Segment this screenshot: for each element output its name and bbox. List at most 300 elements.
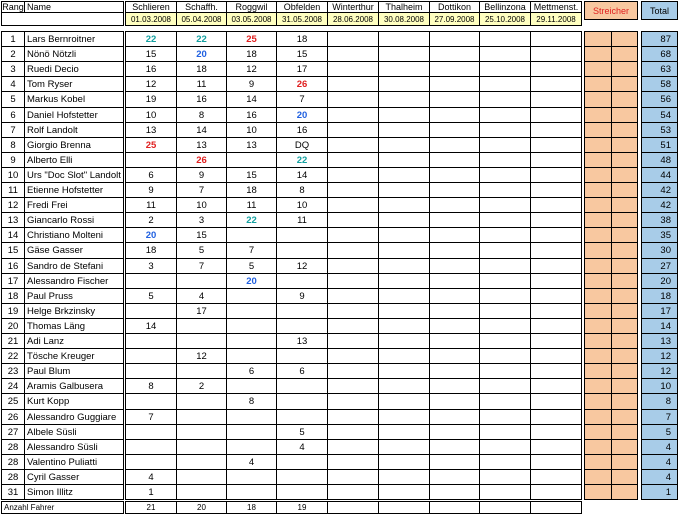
rank-cell: 20 bbox=[1, 318, 25, 334]
race-score bbox=[378, 303, 430, 319]
streicher-cell-1 bbox=[584, 273, 612, 289]
race-score: 16 bbox=[125, 61, 177, 77]
racer-name: Markus Kobel bbox=[24, 91, 124, 108]
race-score bbox=[530, 31, 582, 47]
race-score bbox=[276, 409, 328, 425]
streicher-cell-1 bbox=[584, 61, 612, 77]
race-score: 15 bbox=[176, 227, 227, 243]
race-score: 22 bbox=[176, 31, 227, 47]
streicher-cell-1 bbox=[584, 348, 612, 364]
race-score bbox=[176, 363, 227, 379]
race-score bbox=[479, 227, 531, 243]
race-date: 29.11.2008 bbox=[530, 12, 582, 26]
race-name: Winterthur bbox=[327, 1, 379, 13]
race-score bbox=[530, 61, 582, 77]
streicher-cell-2 bbox=[611, 363, 638, 379]
race-score bbox=[327, 152, 379, 168]
racer-name: Fredi Frei bbox=[24, 197, 124, 213]
race-score: 18 bbox=[226, 182, 277, 198]
footer-count: 19 bbox=[276, 501, 328, 514]
race-score: 26 bbox=[176, 152, 227, 168]
rank-cell: 5 bbox=[1, 91, 25, 108]
race-date: 28.06.2008 bbox=[327, 12, 379, 26]
total-cell: 68 bbox=[641, 46, 678, 62]
race-score bbox=[125, 303, 177, 319]
race-score bbox=[530, 152, 582, 168]
total-cell: 12 bbox=[641, 348, 678, 364]
race-score bbox=[378, 258, 430, 274]
race-score: 7 bbox=[276, 91, 328, 108]
race-score bbox=[378, 378, 430, 394]
race-score bbox=[125, 363, 177, 379]
race-score bbox=[378, 182, 430, 198]
race-score bbox=[378, 152, 430, 168]
streicher-cell-1 bbox=[584, 439, 612, 455]
race-score bbox=[327, 122, 379, 138]
race-score: 3 bbox=[125, 258, 177, 274]
race-score: 15 bbox=[125, 46, 177, 62]
race-score bbox=[429, 61, 480, 77]
streicher-cell-1 bbox=[584, 363, 612, 379]
race-score bbox=[125, 393, 177, 410]
rank-cell: 16 bbox=[1, 258, 25, 274]
race-score bbox=[176, 454, 227, 470]
race-score bbox=[429, 31, 480, 47]
race-score: 11 bbox=[176, 76, 227, 92]
race-score bbox=[327, 212, 379, 228]
race-score: 18 bbox=[176, 61, 227, 77]
race-score bbox=[429, 333, 480, 349]
race-score bbox=[530, 122, 582, 138]
race-score bbox=[479, 212, 531, 228]
total-cell: 35 bbox=[641, 227, 678, 243]
race-score bbox=[176, 424, 227, 440]
race-date: 30.08.2008 bbox=[378, 12, 430, 26]
race-score bbox=[479, 197, 531, 213]
streicher-cell-2 bbox=[611, 318, 638, 334]
race-score: 9 bbox=[226, 76, 277, 92]
race-score bbox=[378, 107, 430, 123]
total-cell: 87 bbox=[641, 31, 678, 47]
race-score bbox=[327, 348, 379, 364]
race-score: 7 bbox=[125, 409, 177, 425]
race-score: 12 bbox=[276, 258, 328, 274]
total-cell: 42 bbox=[641, 182, 678, 198]
race-score bbox=[276, 348, 328, 364]
race-date: 01.03.2008 bbox=[125, 12, 177, 26]
race-score bbox=[378, 46, 430, 62]
total-cell: 51 bbox=[641, 137, 678, 153]
race-score bbox=[530, 91, 582, 108]
streicher-cell-2 bbox=[611, 46, 638, 62]
racer-name: Alessandro Fischer bbox=[24, 273, 124, 289]
rank-cell: 21 bbox=[1, 333, 25, 349]
race-score: 9 bbox=[125, 182, 177, 198]
race-score: 14 bbox=[125, 318, 177, 334]
streicher-cell-2 bbox=[611, 273, 638, 289]
race-score bbox=[226, 318, 277, 334]
race-score: 16 bbox=[176, 91, 227, 108]
race-score bbox=[276, 454, 328, 470]
race-score: 26 bbox=[276, 76, 328, 92]
total-cell: 4 bbox=[641, 454, 678, 470]
race-score bbox=[479, 76, 531, 92]
race-score bbox=[378, 122, 430, 138]
race-score bbox=[276, 273, 328, 289]
race-score: 2 bbox=[125, 212, 177, 228]
footer-count bbox=[429, 501, 480, 514]
race-score bbox=[176, 484, 227, 500]
race-score bbox=[327, 137, 379, 153]
race-score: 5 bbox=[125, 288, 177, 304]
race-score: 8 bbox=[276, 182, 328, 198]
race-score: 22 bbox=[125, 31, 177, 47]
race-score: 9 bbox=[276, 288, 328, 304]
race-score bbox=[479, 333, 531, 349]
race-score: 20 bbox=[276, 107, 328, 123]
race-score bbox=[276, 378, 328, 394]
race-score bbox=[276, 318, 328, 334]
racer-name: Etienne Hofstetter bbox=[24, 182, 124, 198]
race-score: 13 bbox=[125, 122, 177, 138]
race-score bbox=[327, 393, 379, 410]
race-score bbox=[226, 469, 277, 485]
race-score bbox=[176, 333, 227, 349]
footer-count: 20 bbox=[176, 501, 227, 514]
race-score bbox=[530, 409, 582, 425]
total-cell: 63 bbox=[641, 61, 678, 77]
rank-cell: 19 bbox=[1, 303, 25, 319]
race-score: 11 bbox=[226, 197, 277, 213]
race-score bbox=[327, 454, 379, 470]
streicher-cell-2 bbox=[611, 152, 638, 168]
racer-name: Aramis Galbusera bbox=[24, 378, 124, 394]
racer-name: Ruedi Decio bbox=[24, 61, 124, 77]
race-score bbox=[530, 484, 582, 500]
race-score bbox=[530, 303, 582, 319]
race-score bbox=[429, 318, 480, 334]
streicher-cell-2 bbox=[611, 197, 638, 213]
race-score: 13 bbox=[176, 137, 227, 153]
header-rang: Rang bbox=[2, 2, 24, 12]
race-score: 14 bbox=[226, 91, 277, 108]
race-score: 19 bbox=[125, 91, 177, 108]
streicher-cell-2 bbox=[611, 242, 638, 259]
rank-cell: 26 bbox=[1, 409, 25, 425]
race-score bbox=[530, 46, 582, 62]
race-score bbox=[226, 152, 277, 168]
race-score: 22 bbox=[276, 152, 328, 168]
total-cell: 8 bbox=[641, 393, 678, 410]
race-score bbox=[530, 227, 582, 243]
race-score bbox=[378, 61, 430, 77]
streicher-cell-1 bbox=[584, 137, 612, 153]
race-score bbox=[378, 424, 430, 440]
race-score bbox=[226, 424, 277, 440]
race-name: Schlieren bbox=[125, 1, 177, 13]
header-name: Name bbox=[24, 1, 124, 13]
racer-name: Christiano Molteni bbox=[24, 227, 124, 243]
race-score bbox=[378, 76, 430, 92]
racer-name: Rolf Landolt bbox=[24, 122, 124, 138]
race-score bbox=[479, 454, 531, 470]
race-score: 13 bbox=[276, 333, 328, 349]
race-score bbox=[429, 363, 480, 379]
race-score bbox=[176, 409, 227, 425]
rank-cell: 14 bbox=[1, 227, 25, 243]
rank-cell: 1 bbox=[1, 31, 25, 47]
race-score bbox=[530, 107, 582, 123]
race-date: 25.10.2008 bbox=[479, 12, 531, 26]
race-score bbox=[378, 409, 430, 425]
total-cell: 10 bbox=[641, 378, 678, 394]
race-score: 20 bbox=[125, 227, 177, 243]
racer-name: Giancarlo Rossi bbox=[24, 212, 124, 228]
race-score: 11 bbox=[276, 212, 328, 228]
race-score bbox=[479, 242, 531, 259]
race-score bbox=[479, 152, 531, 168]
race-score bbox=[276, 227, 328, 243]
race-score bbox=[530, 393, 582, 410]
streicher-cell-1 bbox=[584, 424, 612, 440]
race-score bbox=[327, 197, 379, 213]
streicher-cell-1 bbox=[584, 242, 612, 259]
race-name: Schaffh. bbox=[176, 1, 227, 13]
rank-cell: 23 bbox=[1, 363, 25, 379]
streicher-cell-2 bbox=[611, 91, 638, 108]
total-cell: 4 bbox=[641, 439, 678, 455]
total-cell: 30 bbox=[641, 242, 678, 259]
race-score: 3 bbox=[176, 212, 227, 228]
race-score bbox=[176, 318, 227, 334]
race-score bbox=[429, 303, 480, 319]
streicher-cell-1 bbox=[584, 378, 612, 394]
rank-cell: 9 bbox=[1, 152, 25, 168]
race-score: 15 bbox=[226, 167, 277, 183]
race-score bbox=[327, 288, 379, 304]
race-score bbox=[378, 273, 430, 289]
race-score bbox=[226, 439, 277, 455]
race-score bbox=[479, 348, 531, 364]
header-streicher: Streicher bbox=[584, 1, 638, 20]
race-score bbox=[327, 303, 379, 319]
streicher-cell-2 bbox=[611, 182, 638, 198]
race-date: 05.04.2008 bbox=[176, 12, 227, 26]
race-score bbox=[276, 469, 328, 485]
racer-name: Paul Blum bbox=[24, 363, 124, 379]
race-score: 6 bbox=[276, 363, 328, 379]
race-score bbox=[429, 409, 480, 425]
race-name: Mettmenst. bbox=[530, 1, 582, 13]
racer-name: Lars Bernroitner bbox=[24, 31, 124, 47]
race-score: 12 bbox=[226, 61, 277, 77]
race-score bbox=[530, 242, 582, 259]
race-score: 8 bbox=[226, 393, 277, 410]
racer-name: Gäse Gasser bbox=[24, 242, 124, 259]
race-score bbox=[327, 61, 379, 77]
header-blank bbox=[1, 12, 124, 26]
racer-name: Valentino Puliatti bbox=[24, 454, 124, 470]
racer-name: Alessandro Süsli bbox=[24, 439, 124, 455]
race-score bbox=[327, 484, 379, 500]
rank-cell: 17 bbox=[1, 273, 25, 289]
rank-cell: 12 bbox=[1, 197, 25, 213]
race-score bbox=[530, 273, 582, 289]
total-cell: 38 bbox=[641, 212, 678, 228]
racer-name: Urs "Doc Slot" Landolt bbox=[24, 167, 124, 183]
streicher-cell-1 bbox=[584, 167, 612, 183]
streicher-cell-1 bbox=[584, 333, 612, 349]
race-score bbox=[378, 348, 430, 364]
race-score bbox=[276, 484, 328, 500]
rank-cell: 28 bbox=[1, 469, 25, 485]
race-score bbox=[378, 439, 430, 455]
racer-name: Nönö Nötzli bbox=[24, 46, 124, 62]
streicher-cell-2 bbox=[611, 227, 638, 243]
race-score: 7 bbox=[176, 182, 227, 198]
streicher-cell-2 bbox=[611, 31, 638, 47]
race-score: 7 bbox=[176, 258, 227, 274]
race-score bbox=[429, 182, 480, 198]
racer-name: Tom Ryser bbox=[24, 76, 124, 92]
streicher-cell-2 bbox=[611, 107, 638, 123]
race-score bbox=[327, 107, 379, 123]
race-score: 10 bbox=[125, 107, 177, 123]
rank-cell: 28 bbox=[1, 454, 25, 470]
rank-cell: 15 bbox=[1, 242, 25, 259]
race-score bbox=[378, 212, 430, 228]
race-score bbox=[327, 439, 379, 455]
race-score bbox=[327, 242, 379, 259]
racer-name: Tösche Kreuger bbox=[24, 348, 124, 364]
streicher-cell-2 bbox=[611, 484, 638, 500]
race-score bbox=[327, 363, 379, 379]
race-score bbox=[429, 197, 480, 213]
racer-name: Alessandro Guggiare bbox=[24, 409, 124, 425]
rank-cell: 8 bbox=[1, 137, 25, 153]
race-score: 12 bbox=[125, 76, 177, 92]
total-cell: 14 bbox=[641, 318, 678, 334]
rank-cell: 31 bbox=[1, 484, 25, 500]
total-cell: 48 bbox=[641, 152, 678, 168]
race-score: 25 bbox=[226, 31, 277, 47]
total-cell: 44 bbox=[641, 167, 678, 183]
rank-cell: 24 bbox=[1, 378, 25, 394]
race-score bbox=[530, 258, 582, 274]
streicher-cell-1 bbox=[584, 227, 612, 243]
race-score bbox=[226, 333, 277, 349]
streicher-cell-2 bbox=[611, 61, 638, 77]
race-score bbox=[479, 363, 531, 379]
race-score bbox=[327, 378, 379, 394]
race-score: 7 bbox=[226, 242, 277, 259]
race-score: 10 bbox=[226, 122, 277, 138]
streicher-cell-1 bbox=[584, 469, 612, 485]
race-score bbox=[429, 258, 480, 274]
racer-name: Giorgio Brenna bbox=[24, 137, 124, 153]
total-cell: 17 bbox=[641, 303, 678, 319]
race-score bbox=[429, 439, 480, 455]
race-score bbox=[327, 46, 379, 62]
race-score bbox=[479, 288, 531, 304]
race-score bbox=[378, 484, 430, 500]
streicher-cell-1 bbox=[584, 258, 612, 274]
race-score bbox=[327, 258, 379, 274]
race-score bbox=[327, 76, 379, 92]
rank-cell: 18 bbox=[1, 288, 25, 304]
race-name: Obfelden bbox=[276, 1, 328, 13]
streicher-cell-2 bbox=[611, 348, 638, 364]
race-score: 18 bbox=[226, 46, 277, 62]
streicher-cell-2 bbox=[611, 454, 638, 470]
racer-name: Helge Brkzinsky bbox=[24, 303, 124, 319]
race-score bbox=[378, 318, 430, 334]
streicher-cell-2 bbox=[611, 469, 638, 485]
race-score: 13 bbox=[226, 137, 277, 153]
race-score bbox=[530, 288, 582, 304]
race-score bbox=[429, 288, 480, 304]
rank-cell: 3 bbox=[1, 61, 25, 77]
rank-cell: 6 bbox=[1, 107, 25, 123]
streicher-cell-2 bbox=[611, 378, 638, 394]
streicher-cell-2 bbox=[611, 122, 638, 138]
race-score bbox=[378, 197, 430, 213]
total-cell: 1 bbox=[641, 484, 678, 500]
race-score bbox=[530, 363, 582, 379]
rank-cell: 4 bbox=[1, 76, 25, 92]
race-score bbox=[479, 46, 531, 62]
race-score: 17 bbox=[276, 61, 328, 77]
race-score bbox=[378, 393, 430, 410]
race-score bbox=[530, 197, 582, 213]
total-cell: 13 bbox=[641, 333, 678, 349]
total-cell: 27 bbox=[641, 258, 678, 274]
race-score bbox=[429, 469, 480, 485]
streicher-cell-2 bbox=[611, 212, 638, 228]
race-score bbox=[378, 242, 430, 259]
race-score: 4 bbox=[125, 469, 177, 485]
race-score bbox=[125, 152, 177, 168]
race-score bbox=[327, 31, 379, 47]
race-score bbox=[479, 393, 531, 410]
race-score bbox=[125, 424, 177, 440]
race-score bbox=[327, 227, 379, 243]
rank-cell: 25 bbox=[1, 393, 25, 410]
race-score bbox=[429, 46, 480, 62]
race-score bbox=[276, 242, 328, 259]
streicher-cell-1 bbox=[584, 107, 612, 123]
race-score bbox=[530, 454, 582, 470]
race-score bbox=[479, 31, 531, 47]
streicher-cell-2 bbox=[611, 167, 638, 183]
rank-cell: 13 bbox=[1, 212, 25, 228]
race-score bbox=[226, 484, 277, 500]
total-cell: 54 bbox=[641, 107, 678, 123]
race-score bbox=[530, 424, 582, 440]
race-score bbox=[327, 424, 379, 440]
race-score: DQ bbox=[276, 137, 328, 153]
footer-count bbox=[327, 501, 379, 514]
race-score: 4 bbox=[176, 288, 227, 304]
race-score bbox=[429, 167, 480, 183]
race-score: 9 bbox=[176, 167, 227, 183]
race-score bbox=[378, 333, 430, 349]
race-score bbox=[226, 288, 277, 304]
race-score bbox=[176, 439, 227, 455]
race-score bbox=[530, 333, 582, 349]
streicher-cell-1 bbox=[584, 288, 612, 304]
total-cell: 53 bbox=[641, 122, 678, 138]
